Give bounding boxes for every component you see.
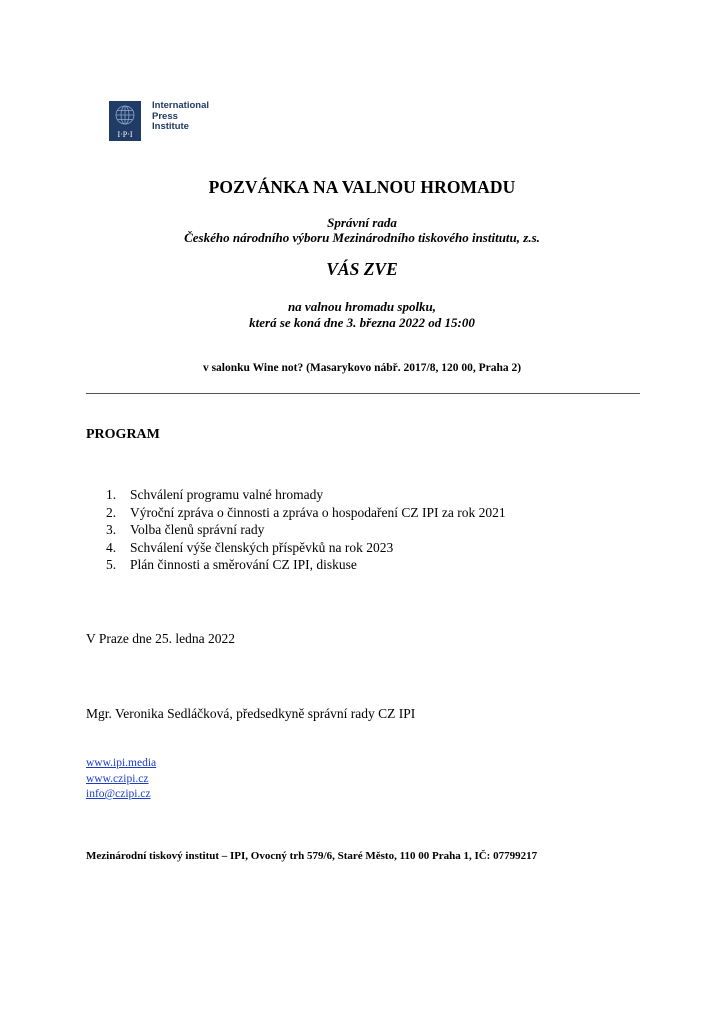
agenda-item xyxy=(106,486,506,504)
globe-logo-icon xyxy=(109,101,141,141)
agenda-item-text: Schválení programu valné hromady xyxy=(130,487,324,502)
agenda-list xyxy=(106,486,506,574)
document-title: POZVÁNKA NA VALNOU HROMADU xyxy=(208,177,516,197)
logo-line-1: International xyxy=(152,100,210,111)
agenda-item xyxy=(106,556,506,574)
board-line-1: Správní rada xyxy=(327,215,397,230)
program-heading: PROGRAM xyxy=(86,427,160,442)
agenda-item-text: Volba členů správní rady xyxy=(130,522,265,538)
contact-links xyxy=(86,756,156,803)
meeting-line-2: která se koná dne 3. března 2022 od 15:00 xyxy=(249,315,475,330)
link-email[interactable]: info@czipi.cz xyxy=(86,788,151,800)
agenda-item-number: 1. xyxy=(106,487,117,502)
agenda-item-number: 4. xyxy=(106,539,117,555)
agenda-item-text: Schválení výše členských příspěvků na rok 2023 xyxy=(130,539,394,555)
link-czipi[interactable]: www.czipi.cz xyxy=(86,772,149,785)
agenda-item xyxy=(106,539,506,557)
agenda-item-number: 2. xyxy=(106,504,117,520)
board-line-2: Českého národního výboru Mezinárodního tiskového institutu, z.s. xyxy=(184,230,540,245)
link-ipi-media[interactable]: www.ipi.media xyxy=(86,757,157,769)
agenda-item xyxy=(106,521,506,539)
logo-line-2: Press xyxy=(152,110,178,122)
signature-line: Mgr. Veronika Sedláčková, předsedkyně správní rady CZ IPI xyxy=(86,706,416,721)
agenda-item xyxy=(106,504,506,522)
ipi-logo xyxy=(109,101,209,141)
agenda-item-text: Výroční zpráva o činnosti a zpráva o hospodaření CZ IPI za rok 2021 xyxy=(130,504,506,520)
agenda-item-number: 5. xyxy=(106,557,117,573)
logo-mark-text: I·P·I xyxy=(117,130,133,139)
horizontal-divider xyxy=(86,393,640,394)
footer-address: Mezinárodní tiskový institut – IPI, Ovocný trh 579/6, Staré Město, 110 00 Praha 1, IČ: 07799217 xyxy=(86,850,538,862)
invites-heading: VÁS ZVE xyxy=(326,259,398,279)
logo-line-3: Institute xyxy=(152,121,189,132)
meeting-line-1: na valnou hromadu spolku, xyxy=(287,299,437,314)
agenda-item-text: Plán činnosti a směrování CZ IPI, diskuse xyxy=(130,557,357,573)
agenda-item-number: 3. xyxy=(106,522,117,538)
venue-line: v salonku Wine not? (Masarykovo nábř. 2017/8, 120 00, Praha 2) xyxy=(202,362,522,374)
place-and-date: V Praze dne 25. ledna 2022 xyxy=(86,631,235,646)
logo-wordmark xyxy=(152,101,209,133)
